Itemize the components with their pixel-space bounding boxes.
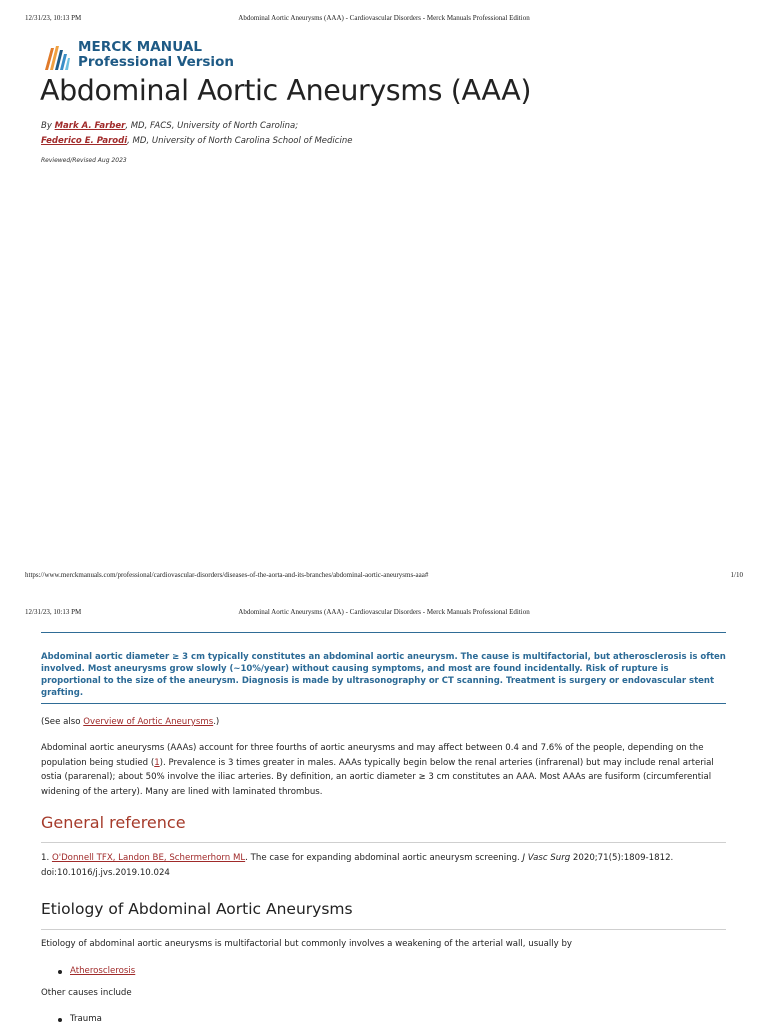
reference-link-1[interactable]: 1 [154, 757, 160, 768]
byline-by: By [41, 121, 52, 131]
author-affiliation-1: , MD, FACS, University of North Carolina; [125, 121, 299, 131]
print-page-number: 1/10 [730, 571, 743, 579]
heading-general-reference: General reference [41, 813, 186, 832]
print-doc-title: Abdominal Aortic Aneurysms (AAA) - Cardiovascular Disorders - Merck Manuals Professional Edition [238, 14, 530, 22]
logo-line-2: Professional Version [78, 54, 234, 70]
reviewed-date: Reviewed/Revised Aug 2023 [41, 157, 127, 164]
summary-rule-top [41, 632, 726, 633]
print-doc-title: Abdominal Aortic Aneurysms (AAA) - Cardiovascular Disorders - Merck Manuals Professional Edition [238, 608, 530, 616]
merck-logo-icon [42, 42, 72, 72]
author-link-parodi[interactable]: Federico E. Parodi [41, 136, 128, 146]
link-overview-aortic-aneurysms[interactable]: Overview of Aortic Aneurysms [83, 717, 214, 727]
byline-author-2 [41, 136, 352, 146]
bullet-text-trauma: Trauma [70, 1014, 102, 1024]
etiology-intro: Etiology of abdominal aortic aneurysms is multifactorial but commonly involves a weakening of the arterial wall, usually by [41, 939, 573, 949]
logo-wordmark [78, 40, 234, 70]
summary-rule-bottom [41, 703, 726, 704]
intro-text-2: ). Prevalence is 3 times greater in males. AAAs typically begin below the renal arteries (infrarenal) but may include renal arterial ostia (pararenal); about 50% involve the iliac arteries. By definition, an aortic diameter ≥ 3 cm constitutes an AAA. Most AAAs are fusiform (circumferential widening of the artery). Many are lined with laminated thrombus. [41, 757, 714, 797]
etiology-other-causes: Other causes include [41, 988, 132, 998]
author-link-farber[interactable]: Mark A. Farber [54, 121, 126, 131]
reference-text-2: 2020;71(5):1809-1812. doi:10.1016/j.jvs.2019.10.024 [41, 853, 674, 878]
byline-author-1 [41, 121, 298, 131]
author-affiliation-2: , MD, University of North Carolina School of Medicine [127, 136, 353, 146]
see-also-prefix: (See also [41, 717, 84, 727]
bullet-dot [58, 970, 62, 974]
reference-journal: J Vasc Surg [522, 853, 571, 863]
link-atherosclerosis[interactable]: Atherosclerosis [70, 966, 136, 976]
heading-etiology: Etiology of Abdominal Aortic Aneurysms [41, 900, 353, 918]
print-url: https://www.merckmanuals.com/professional/cardiovascular-disorders/diseases-of-the-aorta-and-its-branches/abdominal-aortic-aneurysms-aaa# [25, 571, 429, 579]
reference-text-1: . The case for expanding abdominal aortic aneurysm screening. [245, 853, 523, 863]
merck-manual-logo[interactable] [42, 40, 242, 72]
heading-rule-etiology [41, 929, 726, 930]
reference-item-1 [41, 851, 731, 880]
page-title: Abdominal Aortic Aneurysms (AAA) [40, 74, 532, 107]
intro-paragraph [41, 741, 731, 799]
heading-rule [41, 842, 726, 843]
intro-text-1: Abdominal aortic aneurysms (AAAs) account for three fourths of aortic aneurysms and may affect between 0.4 and 7.6% of the people, depending on the population being studied ( [41, 743, 704, 768]
reference-authors-link[interactable]: O'Donnell TFX, Landon BE, Schermerhorn ML [51, 853, 246, 863]
reference-number: 1. [41, 853, 52, 863]
see-also [41, 715, 731, 730]
summary-box: Abdominal aortic diameter ≥ 3 cm typically constitutes an abdominal aortic aneurysm. The cause is multifactorial, but atherosclerosis is often involved. Most aneurysms grow slowly (~10%/year) without causing symptoms, and most are found incidentally. Risk of rupture is proportional to the size of the aneurysm. Diagnosis is made by ultrasonography or CT scanning. Treatment is surgery or endovascular stent grafting. [41, 652, 726, 698]
print-datetime: 12/31/23, 10:13 PM [25, 608, 82, 616]
bullet-dot [58, 1018, 62, 1022]
see-also-suffix: .) [213, 717, 220, 727]
print-datetime: 12/31/23, 10:13 PM [25, 14, 82, 22]
logo-line-1: MERCK MANUAL [78, 39, 203, 55]
